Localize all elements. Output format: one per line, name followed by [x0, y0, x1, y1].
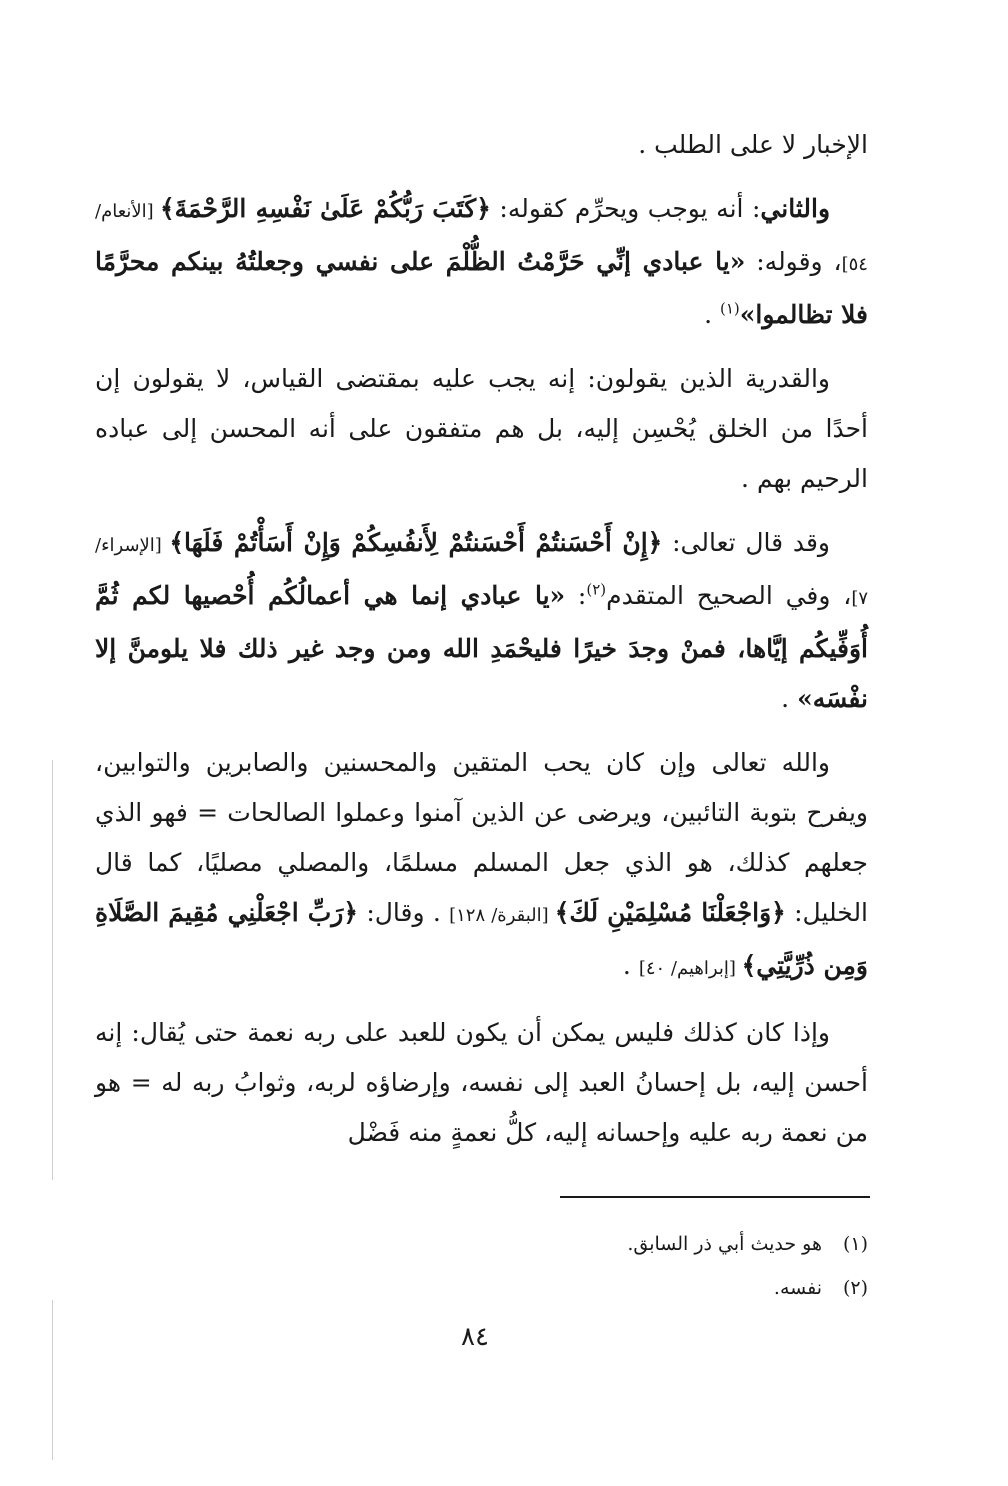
footnote-marker[interactable]: (١)	[720, 299, 740, 318]
verse-reference: [إبراهيم/ ٤٠]	[638, 958, 742, 979]
quran-verse: ﴿رَبِّ اجْعَلْنِي مُقِيمَ الصَّلَاةِ وَمِن ذُرِّيَّتِي﴾	[95, 898, 868, 980]
paragraph-text: وإذا كان كذلك فليس يمكن أن يكون للعبد على ربه نعمة حتى يُقال: إنه أحسن إليه، بل إحسانُ العبد إلى نفسه، وإرضاؤه لربه، وثوابُ ربه له = هو من نعمة ربه عليه وإحسانه إليه، كلُّ نعمةٍ منه فَضْل	[95, 1018, 868, 1147]
quran-verse: ﴿كَتَبَ رَبُّكُمْ عَلَىٰ نَفْسِهِ الرَّحْمَةَ﴾	[159, 194, 491, 223]
footnotes	[95, 1222, 868, 1310]
paragraph-text: . وقال:	[358, 898, 450, 927]
paragraph-text: .	[781, 684, 798, 713]
paragraph-6	[95, 1008, 868, 1158]
paragraph-text: ، وقوله:	[745, 247, 842, 276]
verse-reference: [البقرة/ ١٢٨]	[449, 905, 555, 926]
footnote-text: نفسه.	[773, 1277, 822, 1299]
paragraph-text: :	[565, 581, 587, 610]
page-edge-mark	[52, 760, 53, 1180]
main-text	[95, 120, 868, 1172]
verse-reference: [الأنعام/ ٥٤]	[95, 201, 868, 275]
verse-reference: [الإسراء/ ٧]	[95, 535, 869, 609]
paragraph-text: وقد قال تعالى:	[662, 528, 830, 557]
paragraph-text: والله تعالى وإن كان يحب المتقين والمحسنين والصابرين والتوابين، ويفرح بتوبة التائبين، ويرضى عن الذين آمنوا وعملوا الصالحات = فهو الذي جعلهم كذلك، هو الذي جعل المسلم مسلمًا، والمصلي مصليًا، كما قال الخليل:	[95, 748, 869, 927]
paragraph-text: والقدرية الذين يقولون: إنه يجب عليه بمقتضى القياس، لا يقولون إن أحدًا من الخلق يُحْسِن إليه، بل هم متفقون على أنه المحسن إلى عباده الرحيم بهم .	[95, 364, 868, 493]
paragraph-text: ، وفي الصحيح المتقدم	[606, 581, 852, 610]
footnote-1	[95, 1222, 868, 1266]
paragraph-lead-word: والثاني	[760, 194, 831, 223]
footnote-marker[interactable]: (٢)	[586, 580, 607, 599]
page-number: ٨٤	[461, 1322, 489, 1352]
footnote-divider	[560, 1196, 870, 1198]
paragraph-1	[95, 120, 868, 170]
hadith-quote: «يا عبادي إنما هي أعمالُكُم أُحْصيها لكم ثُمَّ أُوَفِّيكُم إيَّاها، فمنْ وجدَ خيرًا فليحْمَدِ الله ومن وجد غير ذلك فلا يلومنَّ إلا نفْسَه»	[95, 581, 868, 713]
footnote-text: هو حديث أبي ذر السابق.	[627, 1233, 822, 1255]
quran-verse: ﴿إِنْ أَحْسَنتُمْ أَحْسَنتُمْ لِأَنفُسِكُمْ وَإِنْ أَسَأْتُمْ فَلَهَا﴾	[169, 528, 663, 557]
footnote-2	[95, 1266, 868, 1310]
paragraph-4	[95, 518, 868, 724]
paragraph-text: .	[704, 300, 720, 329]
footnote-number: (٢)	[842, 1277, 868, 1299]
paragraph-5	[95, 738, 868, 994]
paragraph-3	[95, 354, 868, 504]
paragraph-text: الإخبار لا على الطلب .	[638, 130, 868, 159]
footnote-number: (١)	[842, 1233, 868, 1255]
paragraph-text: .	[622, 951, 639, 980]
paragraph-text: : أنه يوجب ويحرِّم كقوله:	[490, 194, 761, 223]
paragraph-2	[95, 184, 868, 340]
quran-verse: ﴿وَاجْعَلْنَا مُسْلِمَيْنِ لَكَ﴾	[554, 898, 786, 927]
hadith-quote: «يا عبادي إنِّي حَرَّمْتُ الظُّلْمَ على نفسي وجعلتُهُ بينكم محرَّمًا فلا تظالموا»	[95, 247, 868, 329]
